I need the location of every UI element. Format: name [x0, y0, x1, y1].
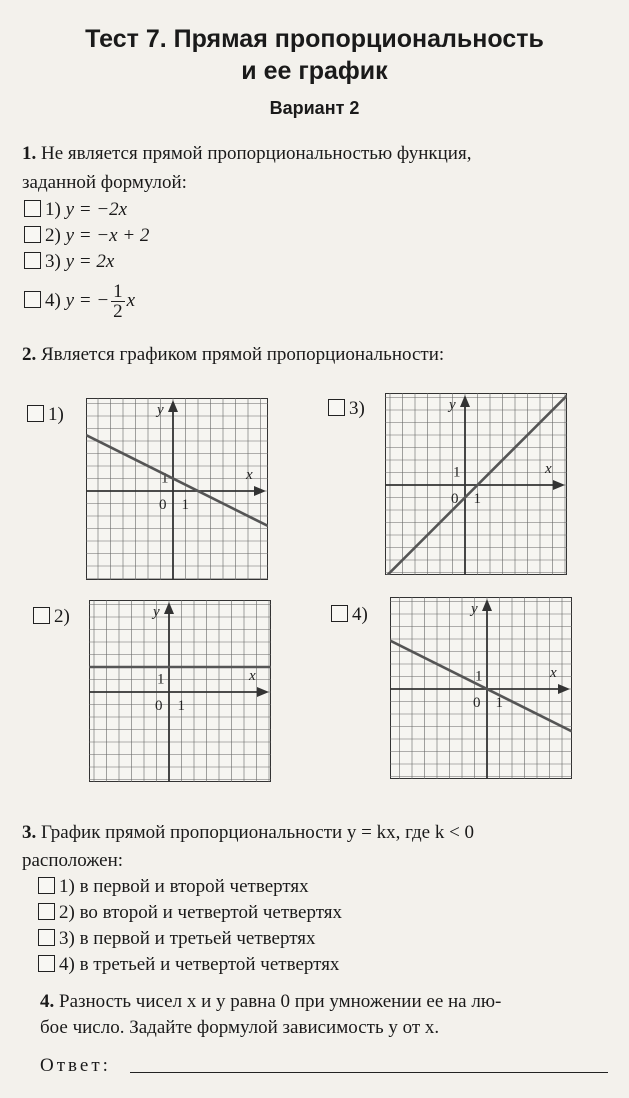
q3-checkbox-3[interactable]	[38, 929, 55, 946]
graph-3-checkbox[interactable]	[328, 399, 345, 416]
q3-checkbox-2[interactable]	[38, 903, 55, 920]
graph-2	[89, 600, 271, 782]
tick-one-x: 1	[177, 698, 185, 714]
q3-option-2[interactable]	[38, 902, 342, 924]
q3-text-line2: расположен:	[22, 850, 124, 871]
q3-checkbox-1[interactable]	[38, 877, 55, 894]
q1-checkbox-3[interactable]	[24, 252, 41, 269]
q1-number: 1.	[22, 143, 37, 164]
q1-option-2-formula: y = −x + 2	[65, 225, 150, 246]
graph-4-choice[interactable]	[331, 604, 368, 626]
q4-text	[40, 991, 501, 1013]
q1-option-2-label: 2)	[45, 225, 61, 246]
q2-text	[22, 344, 444, 366]
q4-number: 4.	[40, 991, 55, 1012]
q1-checkbox-2[interactable]	[24, 226, 41, 243]
origin-label: 0	[451, 491, 459, 507]
tick-one-y: 1	[453, 464, 461, 481]
q1-option-1-formula: y = −2x	[65, 199, 128, 220]
q1-text-line1: Не является прямой пропорциональностью функция,	[41, 143, 472, 164]
graph-4-checkbox[interactable]	[331, 605, 348, 622]
q3-checkbox-4[interactable]	[38, 955, 55, 972]
q1-checkbox-4[interactable]	[24, 291, 41, 308]
q4-text-line2: бое число. Задайте формулой зависимость y от x.	[40, 1017, 440, 1038]
q3-option-3-text: в первой и третьей четвертях	[79, 928, 316, 949]
tick-one-y: 1	[157, 671, 165, 688]
answer-field[interactable]	[130, 1072, 608, 1073]
graph-3-label: 3)	[349, 398, 365, 419]
y-axis-label: y	[449, 397, 456, 413]
q3-option-1-label: 1)	[59, 876, 75, 897]
tick-one-x: 1	[473, 491, 481, 507]
fraction-numerator: 1	[113, 281, 123, 302]
q3-option-1-text: в первой и второй четвертях	[79, 876, 309, 897]
q3-option-3-label: 3)	[59, 928, 75, 949]
graph-1-choice[interactable]	[27, 404, 64, 426]
q1-text	[22, 143, 471, 165]
q1-option-4-formula-prefix: y = −	[65, 289, 110, 311]
graph-2-label: 2)	[54, 606, 70, 627]
q3-text-line1: График прямой пропорциональности y = kx, где k < 0	[41, 822, 475, 843]
origin-label: 0	[159, 497, 167, 513]
tick-one-y: 1	[475, 668, 483, 685]
q1-text-line2: заданной формулой:	[22, 172, 187, 193]
x-axis-label: x	[249, 668, 256, 684]
q3-option-3[interactable]	[38, 928, 316, 950]
tick-one-x: 1	[495, 695, 503, 711]
q1-option-4-formula-suffix: x	[126, 289, 136, 311]
q1-option-4-label: 4)	[45, 289, 61, 311]
q3-number: 3.	[22, 822, 37, 843]
x-axis-label: x	[246, 467, 253, 483]
q2-number: 2.	[22, 344, 37, 365]
answer-label: Ответ:	[40, 1055, 111, 1076]
graph-1	[86, 398, 268, 580]
graph-3-choice[interactable]	[328, 398, 365, 420]
q3-option-2-label: 2)	[59, 902, 75, 923]
q1-option-2[interactable]	[24, 225, 149, 247]
tick-one-y: 1	[161, 470, 169, 487]
q3-option-2-text: во второй и четвертой четвертях	[79, 902, 342, 923]
q1-option-4[interactable]	[24, 282, 135, 321]
fraction-denominator: 2	[113, 301, 123, 322]
y-axis-label: y	[471, 601, 478, 617]
q1-option-1[interactable]	[24, 199, 127, 221]
graph-4-label: 4)	[352, 604, 368, 625]
q1-option-3[interactable]	[24, 251, 114, 273]
q2-text-body: Является графиком прямой пропорциональности:	[41, 344, 445, 365]
y-axis-label: y	[153, 604, 160, 620]
y-axis-label: y	[157, 402, 164, 418]
q3-option-1[interactable]	[38, 876, 309, 898]
x-axis-label: x	[545, 461, 552, 477]
graph-2-checkbox[interactable]	[33, 607, 50, 624]
q3-option-4-label: 4)	[59, 954, 75, 975]
graph-1-label: 1)	[48, 404, 64, 425]
q1-option-3-label: 3)	[45, 251, 61, 272]
origin-label: 0	[473, 695, 481, 711]
tick-one-x: 1	[181, 497, 189, 513]
q1-option-3-formula: y = 2x	[65, 251, 115, 272]
q4-text-line1: Разность чисел x и y равна 0 при умножении ее на лю-	[59, 991, 502, 1012]
q1-option-1-label: 1)	[45, 199, 61, 220]
graph-3	[385, 393, 567, 575]
variant-label: Вариант 2	[269, 98, 360, 118]
q3-option-4[interactable]	[38, 954, 339, 976]
graph-2-choice[interactable]	[33, 606, 70, 628]
x-axis-label: x	[550, 665, 557, 681]
graph-4	[390, 597, 572, 779]
q3-option-4-text: в третьей и четвертой четвертях	[79, 954, 340, 975]
fraction	[111, 282, 125, 321]
graph-1-checkbox[interactable]	[27, 405, 44, 422]
origin-label: 0	[155, 698, 163, 714]
grid-border	[87, 399, 268, 580]
test-title-line2: и ее график	[241, 57, 388, 85]
test-title-line1: Тест 7. Прямая пропорциональность	[85, 25, 544, 53]
q1-checkbox-1[interactable]	[24, 200, 41, 217]
q3-text	[22, 822, 474, 844]
